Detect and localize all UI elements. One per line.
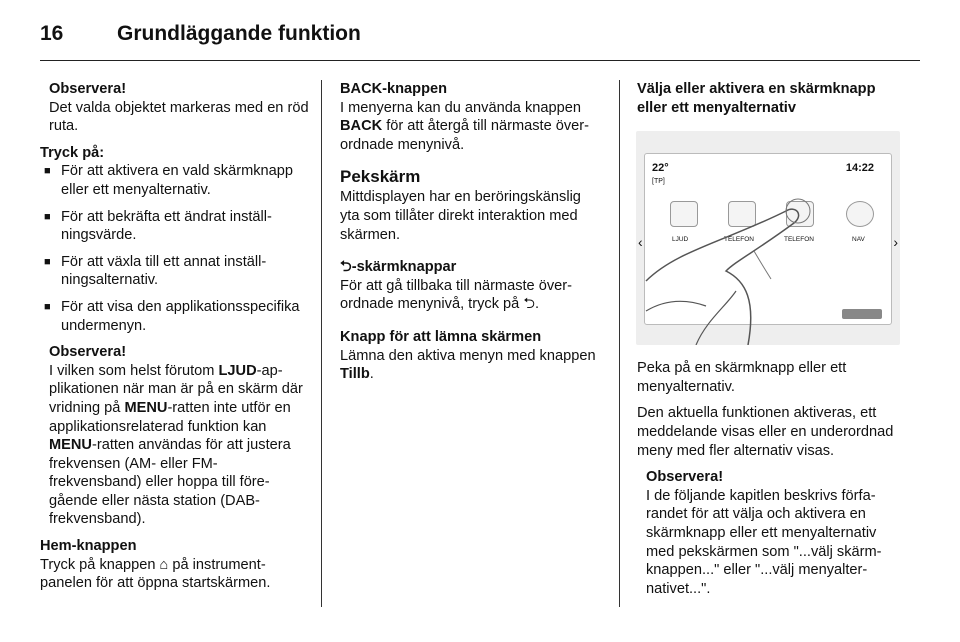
column-3 [637,80,903,606]
note-title: Observera! [49,344,127,361]
leave-text [340,347,604,384]
column-divider-1 [321,80,322,607]
column-divider-2 [619,80,620,607]
home-text [40,556,310,593]
finger-hand-icon [636,131,900,345]
note-text [49,362,310,529]
home-icon: ⌂ [159,556,169,573]
note-text: Det valda objektet markeras med en röd ruta. [49,99,309,135]
touch-text-1: Peka på en skärmknapp eller ett menyalternativ. [637,360,847,395]
back-arrow-icon: ⮌ [340,259,352,276]
bullet-item: ■ För att aktivera en vald skärmknapp eller ett menyalternativ. [40,162,310,199]
softkey-heading [340,258,604,277]
text-run: Tryck på knappen [40,556,160,573]
note-text: I de följande kapitlen beskrivs förfarandet för att välja och aktivera en skärmknapp eller ett menyalternativ med pekskärmen som "...välj skärmknappen..." eller "...välj menyalternativet...". [646,487,882,597]
screen-temperature: 22° [652,162,669,175]
touch-text-2: Den aktuella funktionen aktiveras, ett meddelande visas eller en underordnad meny med fler alternativ visas. [637,405,894,459]
text-run: -ratten inte utför en applikationsrelaterad funktion kan [49,399,291,435]
menu-term: MENU [49,437,92,454]
text-run: på instrumentpanelen för att öppna startskärmen. [40,556,271,592]
text-run: I menyerna kan du använda knappen [340,99,581,116]
back-arrow-icon: ⮌ [523,296,536,313]
back-heading: BACK-knappen [340,81,448,97]
screen-time: 14:22 [845,162,874,175]
page-number: 16 [40,22,64,45]
text-run: För att gå tillbaka till närmaste överordnade menynivå, tryck på [340,277,572,313]
tile-label: LJUD [672,236,689,244]
page-header [40,14,920,50]
column-1 [40,80,310,601]
screen-tp: [TP] [652,178,665,186]
text-run: -applikationen när man är på en skärm där vridning på [49,362,303,416]
back-text [340,99,604,155]
softkey-text [340,277,604,314]
press-bullet-list [40,162,310,335]
text-run: för att återgå till närmaste överordnade menynivå. [340,118,590,153]
tile-label: TELEFON [724,236,754,244]
ljud-term: LJUD [218,362,257,379]
text-run: I vilken som helst förutom [49,362,219,379]
text-run: . [369,366,374,383]
tile-label: NAV [852,236,865,244]
tile-label: TELEFON [784,236,814,244]
chevron-right-icon: › [893,234,898,251]
bullet-item: ■ För att växla till ett annat inställningsalternativ. [40,253,310,290]
back-term: BACK [340,118,383,135]
column-2 [340,80,604,392]
touchscreen-illustration [636,131,900,345]
menu-term: MENU [124,399,168,416]
text-run: Lämna den aktiva menyn med knappen [340,347,596,364]
header-rule [40,60,920,61]
bullet-item: ■ För att bekräfta ett ändrat inställningsvärde. [40,208,310,245]
tillb-term: Tillb [340,366,370,383]
note-selected [40,80,310,136]
press-label: Tryck på: [40,144,105,161]
chevron-left-icon: ‹ [638,234,643,251]
page-title: Grundläggande funktion [117,22,361,45]
text-run: -skärmknappar [351,259,457,276]
leave-heading: Knapp för att lämna skärmen [340,328,542,345]
text-run: . [535,296,540,313]
select-heading: Välja eller aktivera en skärmknapp eller ett menyalternativ [637,81,876,116]
note-title: Observera! [49,81,127,97]
touch-heading: Pekskärm [340,167,421,187]
note-title: Observera! [646,469,724,486]
text-run: -ratten användas för att justera frekvensen (AM- eller FM-frekvensband) eller hoppa till föregående eller nästa station (DAB-frekvensband). [49,437,291,528]
bullet-item: ■ För att visa den applikationsspecifika undermenyn. [40,298,310,335]
home-heading: Hem-knappen [40,538,137,555]
touch-text: Mittdisplayen har en beröringskänslig yta som tillåter direkt interaktion med skärmen. [340,189,581,243]
note-menu-knob [40,343,310,529]
note-chapters [637,468,903,598]
